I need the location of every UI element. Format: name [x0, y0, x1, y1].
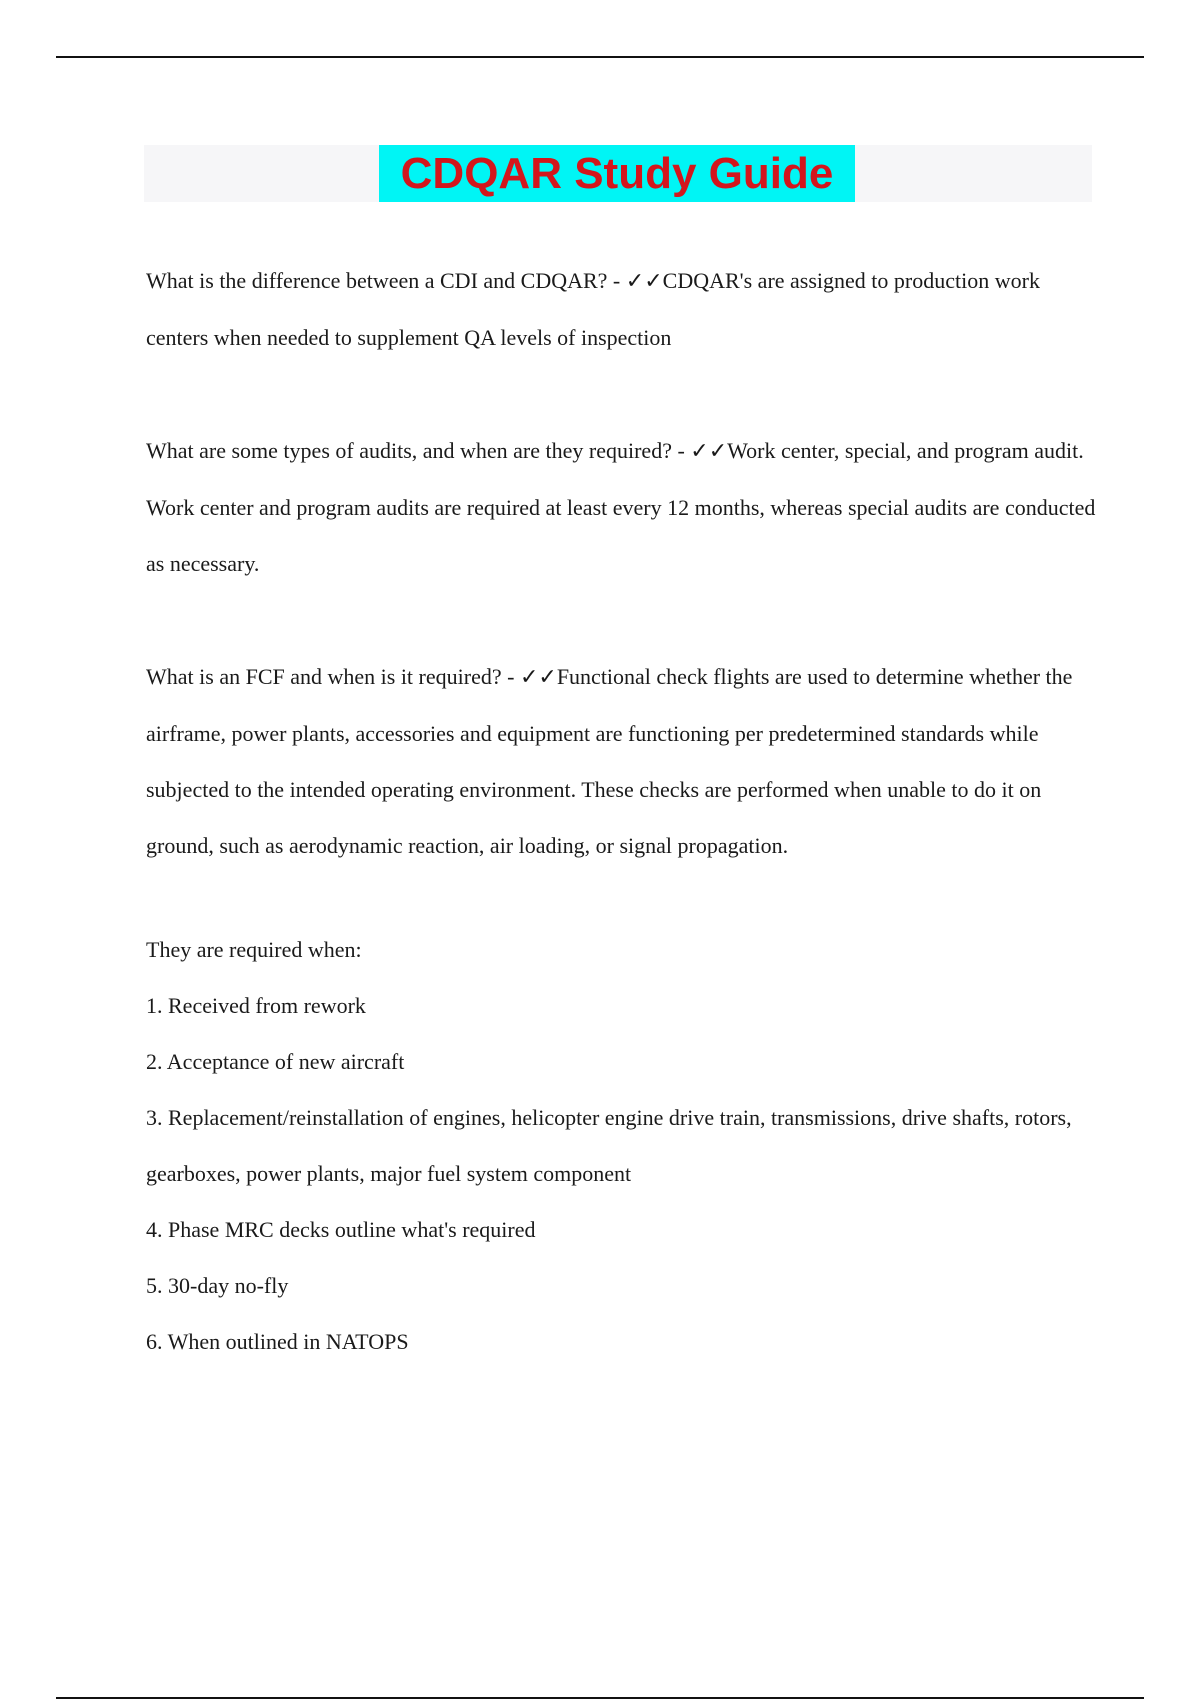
question-text: What are some types of audits, and when are they required? - [146, 438, 691, 463]
required-when-heading: They are required when: [146, 937, 362, 962]
check-mark-icon: ✓✓ [690, 439, 728, 464]
answer-text: Work center, special, and program audit. Work center and program audits are required at least every 12 months, whereas special audits are conducted as necessary. [146, 438, 1096, 576]
document-body [146, 253, 1106, 1370]
answer-text: CDQAR's are assigned to production work centers when needed to supplement QA levels of inspection [146, 268, 1040, 350]
list-item: 1. Received from rework [146, 993, 366, 1018]
qa-item-fcf [146, 649, 1106, 874]
qa-item-cdi-vs-cdqar [146, 253, 1106, 366]
qa-item-audit-types [146, 423, 1106, 592]
list-item: 4. Phase MRC decks outline what's required [146, 1217, 536, 1242]
check-mark-icon: ✓✓ [625, 269, 663, 294]
question-text: What is an FCF and when is it required? - [146, 664, 520, 689]
page-title: CDQAR Study Guide [379, 145, 855, 202]
required-when-list [146, 978, 1106, 1370]
list-item: 2. Acceptance of new aircraft [146, 1049, 405, 1074]
answer-text: Functional check flights are used to determine whether the airframe, power plants, accessories and equipment are functioning per predetermined standards while subjected to the intended operating environment. These checks are performed when unable to do it on ground, such as aerodynamic reaction, air loading, or signal propagation. [146, 664, 1073, 858]
list-item: 3. Replacement/reinstallation of engines, helicopter engine drive train, transmissions, drive shafts, rotors, gearboxes, power plants, major fuel system component [146, 1105, 1072, 1186]
bottom-divider [56, 1697, 1144, 1699]
list-item: 6. When outlined in NATOPS [146, 1329, 409, 1354]
check-mark-icon: ✓✓ [519, 665, 557, 690]
question-text: What is the difference between a CDI and CDQAR? - [146, 268, 626, 293]
top-divider [56, 56, 1144, 58]
list-item: 5. 30-day no-fly [146, 1273, 289, 1298]
